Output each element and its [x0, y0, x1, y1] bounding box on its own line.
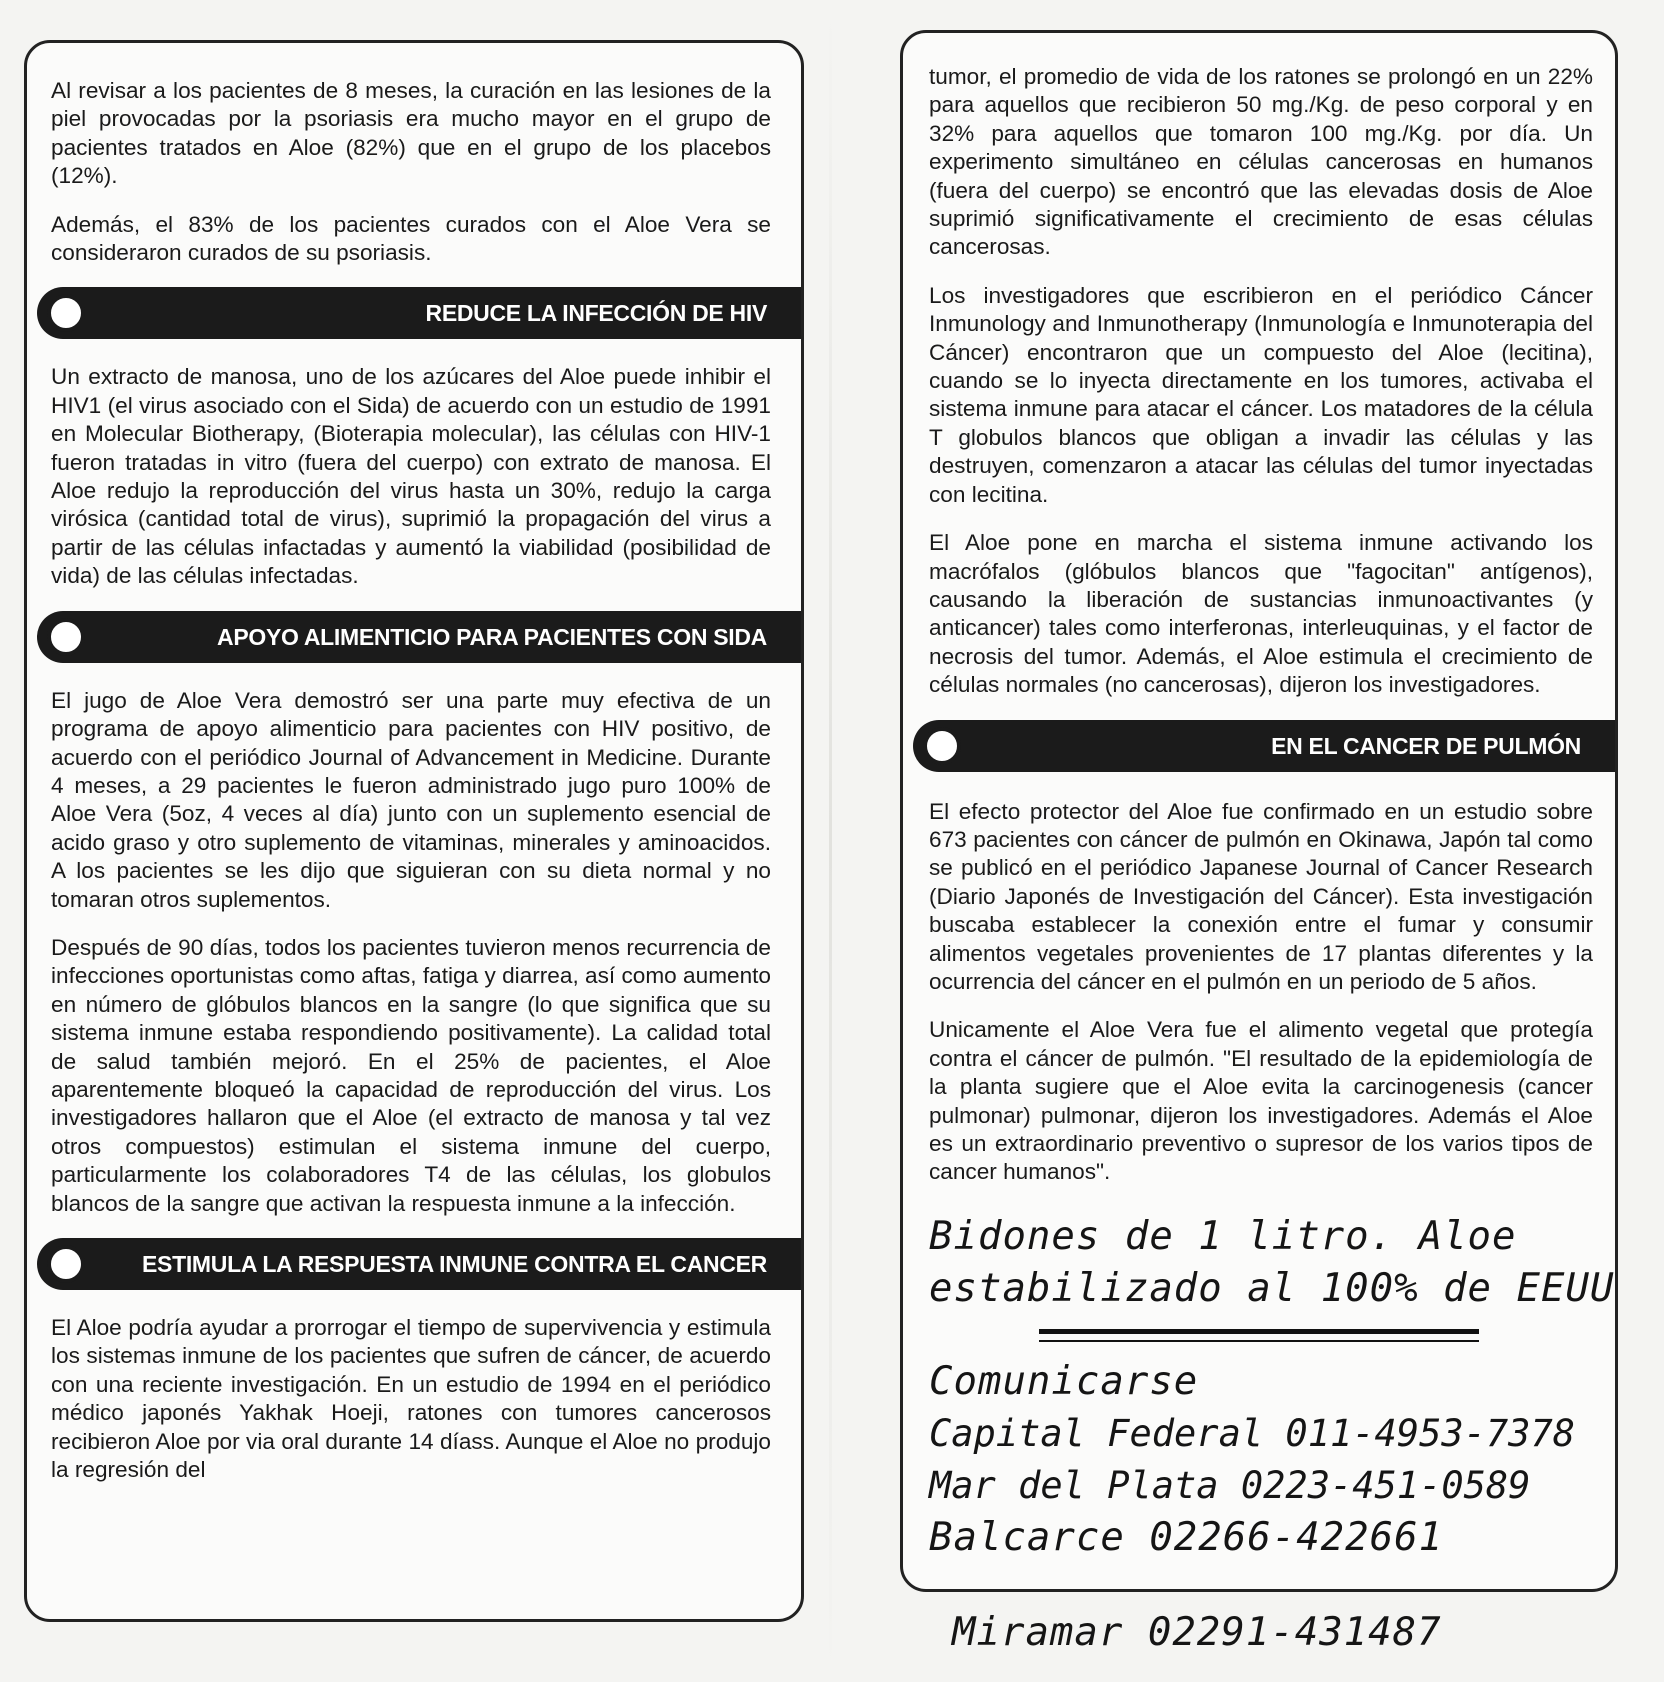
ring-icon	[47, 618, 85, 656]
paragraph: El Aloe pone en marcha el sistema inmune activando los macrófalos (glóbulos blancos que "fagocitan" antígenos), causando la liberación de sustancias inmunoactivantes (y anticancer) tales como interferonas, interleuquinas, y el factor de necrosis del tumor. Además, el Aloe estimula el crecimiento de células normales (no cancerosas), dijeron los investigadores.	[929, 530, 1593, 698]
paragraph: Un extracto de manosa, uno de los azúcares del Aloe puede inhibir el HIV1 (el virus asociado con el Sida) de acuerdo con un estudio de 1991 en Molecular Biotherapy, (Bioterapia molecular), las células con HIV-1 fueron tratadas in vitro (fuera del cuerpo) con extrato de manosa. El Aloe redujo la reproducción del virus hasta un 30%, redujo la carga virósica (cantidad total de virus), suprimió la propagación del virus a partir de las células infactadas y aumentó la viabilidad (posibilidad de vida) de las células infectadas.	[51, 364, 771, 589]
left-panel	[24, 40, 804, 1622]
handwritten-line: Capital Federal 011-4953-7378	[929, 1411, 1576, 1455]
handwritten-line: Balcarce 02266-422661	[929, 1514, 1444, 1560]
paragraph: tumor, el promedio de vida de los ratones se prolongó en un 22% para aquellos que recibieron 50 mg./Kg. de peso corporal y en 32% para aquellos que tomaron 100 mg./Kg. por día. Un experimento simultáneo en células cancerosas en humanos (fuera del cuerpo) se encontró que las elevadas dosis de Aloe suprimió significativamente el crecimiento de esas células cancerosas.	[929, 64, 1593, 260]
paragraph: Los investigadores que escribieron en el periódico Cáncer Inmunology and Inmunotherapy (Inmunología e Inmunoterapia del Cáncer) encontraron que un compuesto del Aloe (lecitina), cuando se lo inyecta directamente en los tumores, activaba el sistema inmune para atacar el cáncer. Los matadores de la célula T globulos blancos que obligan a invadir las células y las destruyen, comenzaron a atacar las células del tumor inyectadas con lecitina.	[929, 282, 1593, 507]
handwritten-line: Miramar 02291-431487	[952, 1610, 1442, 1655]
paragraph: El jugo de Aloe Vera demostró ser una parte muy efectiva de un programa de apoyo alimenticio para pacientes con HIV positivo, de acuerdo con el periódico Journal of Advancement in Medicine. Durante 4 meses, a 29 pacientes le fueron administrado jugo puro 100% de Aloe Vera (5oz, 4 veces al día) junto con un suplemento esencial de acido graso y otro suplemento de vitaminas, minerales y aminoacidos. A los pacientes se les dijo que siguieran con su dieta normal y no tomaran otros suplementos.	[51, 687, 771, 912]
section-heading	[37, 287, 801, 339]
section-heading-label: EN EL CANCER DE PULMÓN	[1271, 732, 1581, 759]
section-heading	[913, 720, 1615, 772]
handwritten-line: estabilizado al 100% de EEUU	[929, 1265, 1615, 1311]
ring-icon	[47, 1245, 85, 1283]
divider-rule	[1039, 1329, 1479, 1342]
ring-icon	[47, 294, 85, 332]
section-heading-label: ESTIMULA LA RESPUESTA INMUNE CONTRA EL CANCER	[142, 1251, 767, 1277]
right-panel	[900, 30, 1618, 1592]
paragraph: Al revisar a los pacientes de 8 meses, la curación en las lesiones de la piel provocadas por la psoriasis era mucho mayor en el grupo de pacientes tratados en Aloe (82%) que en el grupo de los placebos (12%).	[51, 78, 771, 189]
handwritten-line: Bidones de 1 litro. Aloe	[929, 1213, 1517, 1259]
handwritten-line: Mar del Plata 0223-451-0589	[929, 1463, 1531, 1507]
paragraph: El efecto protector del Aloe fue confirmado en un estudio sobre 673 pacientes con cáncer de pulmón en Okinawa, Japón tal como se publicó en el periódico Japanese Journal of Cancer Research (Diario Japonés de Investigación del Cáncer). Esta investigación buscaba establecer la conexión entre el fumar y consumir alimentos vegetales provenientes de 17 plantas diferentes y la ocurrencia del cáncer en el pulmón en un periodo de 5 años.	[929, 798, 1593, 994]
section-heading-label: APOYO ALIMENTICIO PARA PACIENTES CON SIDA	[217, 623, 767, 650]
section-heading	[37, 611, 801, 663]
section-heading-label: REDUCE LA INFECCIÓN DE HIV	[425, 300, 767, 327]
paragraph: Después de 90 días, todos los pacientes tuvieron menos recurrencia de infecciones oportunistas como aftas, fatiga y diarrea, así como aumento en número de glóbulos blancos en la sangre (lo que significa que su sistema inmune estaba respondiendo positivamente). La calidad total de salud también mejoró. En el 25% de pacientes, el Aloe aparentemente bloqueó la capacidad de reproducción del virus. Los investigadores hallaron que el Aloe (el extracto de manosa y tal vez otros compuestos) estimulan el sistema inmune del cuerpo, particularmente los colaboradores T4 de las células, los globulos blancos de la sangre que activan la respuesta inmune a la infección.	[51, 934, 771, 1216]
section-heading	[37, 1238, 801, 1290]
ring-icon	[923, 727, 961, 765]
paragraph: Además, el 83% de los pacientes curados con el Aloe Vera se consideraron curados de su psoriasis.	[51, 211, 771, 266]
handwritten-note	[929, 1211, 1615, 1564]
handwritten-line: Comunicarse	[929, 1358, 1199, 1404]
page-fold	[829, 0, 832, 1682]
paragraph: El Aloe podría ayudar a prorrogar el tiempo de supervivencia y estimula los sistemas inmune de los pacientes que sufren de cáncer, de acuerdo con una reciente investigación. En un estudio de 1994 en el periódico médico japonés Yakhak Hoeji, ratones con tumores cancerosos recibieron Aloe por via oral durante 14 díass. Aunque el Aloe no produjo la regresión del	[51, 1315, 771, 1483]
paragraph: Unicamente el Aloe Vera fue el alimento vegetal que protegía contra el cáncer de pulmón. "El resultado de la epidemiología de la planta sugiere que el Aloe evita la carcinogenesis (cancer pulmonar) pulmonar, dijeron los investigadores. Además el Aloe es un extraordinario preventivo o supresor de los varios tipos de cancer humanos".	[929, 1017, 1593, 1185]
